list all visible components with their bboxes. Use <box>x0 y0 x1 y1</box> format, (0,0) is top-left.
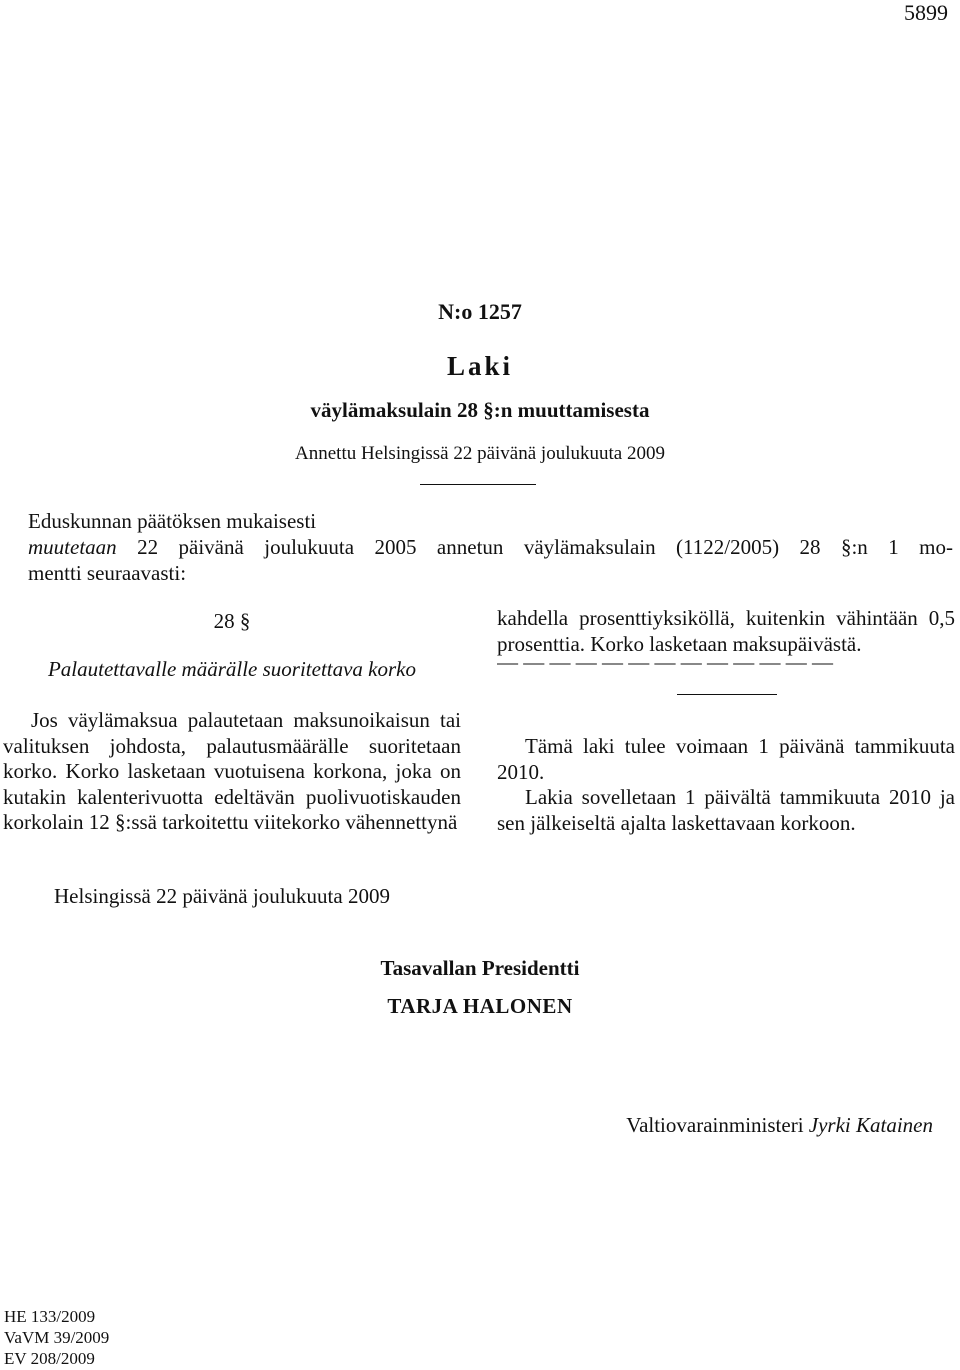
reference-parliament-reply: EV 208/2009 <box>4 1349 95 1368</box>
president-title: Tasavallan Presidentti <box>380 956 580 980</box>
section-paragraph-part-1: Jos väylämaksua palautetaan maksunoikaisun tai valituksen johdosta, palautusmäärälle suoritetaan korko. Korko lasketaan vuotuisena korkona, joka on kutakin kalenterivuotta edeltävän puolivuotiskauden korkolain 12 §:ssä tarkoitettu viitekorko vähennettynä <box>3 708 461 834</box>
preamble-line-1: Eduskunnan päätöksen mukaisesti <box>28 509 317 533</box>
provisions-divider <box>677 694 777 695</box>
given-date-line: Annettu Helsingissä 22 päivänä joulukuuta 2009 <box>295 443 665 464</box>
omission-dashes: — — — — — — — — — — — — — <box>497 650 833 674</box>
section-body-left-column <box>3 708 461 836</box>
preamble <box>28 508 953 586</box>
document-type-heading: Laki <box>446 351 514 381</box>
page-number: 5899 <box>904 0 948 25</box>
preamble-line-3: mentti seuraavasti: <box>28 561 187 585</box>
section-title: Palautettavalle määrälle suoritettava korko <box>47 657 416 681</box>
legislative-references <box>4 1306 109 1369</box>
reference-government-proposal: HE 133/2009 <box>4 1307 96 1326</box>
president-name: TARJA HALONEN <box>387 994 573 1018</box>
preamble-line-2 <box>28 534 953 560</box>
header-divider <box>420 484 536 485</box>
minister-signature <box>626 1112 933 1138</box>
reference-committee-report: VaVM 39/2009 <box>4 1328 110 1347</box>
application-paragraph: Lakia sovelletaan 1 päivältä tammikuuta 2010 ja sen jälkeiseltä ajalta laskettavaan korkoon. <box>497 785 955 835</box>
minister-title: Valtiovarainministeri <box>626 1113 804 1137</box>
law-subtitle: väylämaksulain 28 §:n muuttamisesta <box>310 398 650 422</box>
signing-place-date: Helsingissä 22 päivänä joulukuuta 2009 <box>54 884 390 908</box>
minister-name: Jyrki Katainen <box>808 1113 933 1137</box>
statute-number: N:o 1257 <box>438 299 522 324</box>
section-number: 28 § <box>213 609 251 633</box>
section-paragraph-part-2: kahdella prosenttiyksiköllä, kuitenkin vähintään 0,5 prosenttia. Korko lasketaan maksupäivästä. <box>497 606 955 656</box>
preamble-line-2-rest: 22 päivänä joulukuuta 2005 annetun väylämaksulain (1122/2005) 28 §:n 1 mo- <box>116 535 953 559</box>
preamble-verb: muutetaan <box>28 535 117 559</box>
transitional-provisions <box>497 734 955 836</box>
entry-into-force-paragraph: Tämä laki tulee voimaan 1 päivänä tammikuuta 2010. <box>497 734 955 784</box>
